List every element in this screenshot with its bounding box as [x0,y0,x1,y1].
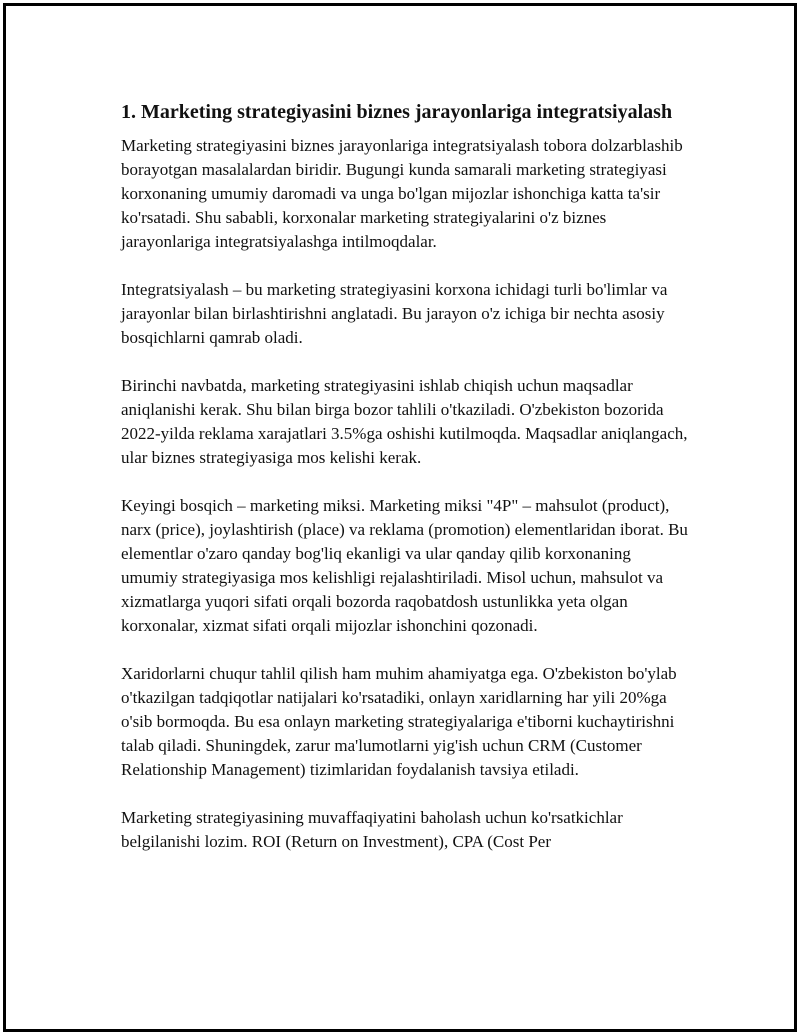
paragraph-goals: Birinchi navbatda, marketing strategiyasini ishlab chiqish uchun maqsadlar aniqlanishi kerak. Shu bilan birga bozor tahlili o'tkaziladi. O'zbekiston bozorida 2022-yilda reklama xarajatlari 3.5%ga oshishi kutilmoqda. Maqsadlar aniqlangach, ular biznes strategiyasiga mos kelishi kerak. [121,376,688,467]
paragraph-customer-analysis: Xaridorlarni chuqur tahlil qilish ham muhim ahamiyatga ega. O'zbekiston bo'ylab o'tkazilgan tadqiqotlar natijalari ko'rsatadiki, onlayn xaridlarning har yili 20%ga o'sib bormoqda. Bu esa onlayn marketing strategiyalariga e'tiborni kuchaytirishni talab qiladi. Shuningdek, zarur ma'lumotlarni yig'ish uchun CRM (Customer Relationship Management) tizimlaridan foydalanish tavsiya etiladi. [121,664,677,779]
paragraph-marketing-mix: Keyingi bosqich – marketing miksi. Marketing miksi "4P" – mahsulot (product), narx (price), joylashtirish (place) va reklama (promotion) elementlaridan iborat. Bu elementlar o'zaro qanday bog'liq ekanligi va ular qanday qilib korxonaning umumiy strategiyasiga mos kelishligi rejalashtiriladi. Misol uchun, mahsulot va xizmatlarga yuqori sifati orqali bozorda raqobatdosh ustunlikka yeta olgan korxonalar, xizmat sifati orqali mijozlar ishonchini qozonadi. [121,496,688,635]
paragraph-evaluation: Marketing strategiyasining muvaffaqiyatini baholash uchun ko'rsatkichlar belgilanishi lozim. ROI (Return on Investment), CPA (Cost Per [121,808,623,851]
page-frame [3,3,797,1032]
paragraph-intro: Marketing strategiyasini biznes jarayonlariga integratsiyalash tobora dolzarblashib borayotgan masalalardan biridir. Bugungi kunda samarali marketing strategiyasi korxonaning umumiy daromadi va unga bo'lgan mijozlar ishonchiga katta ta'sir ko'rsatadi. Shu sababli, korxonalar marketing strategiyalarini o'z biznes jarayonlariga integratsiyalashga intilmoqdalar. [121,136,683,251]
document-body [121,100,691,878]
paragraph-integration-definition: Integratsiyalash – bu marketing strategiyasini korxona ichidagi turli bo'limlar va jarayonlar bilan birlashtirishni anglatadi. Bu jarayon o'z ichiga bir nechta asosiy bosqichlarni qamrab oladi. [121,280,668,347]
section-heading: 1. Marketing strategiyasini biznes jarayonlariga integratsiyalash [121,101,673,123]
